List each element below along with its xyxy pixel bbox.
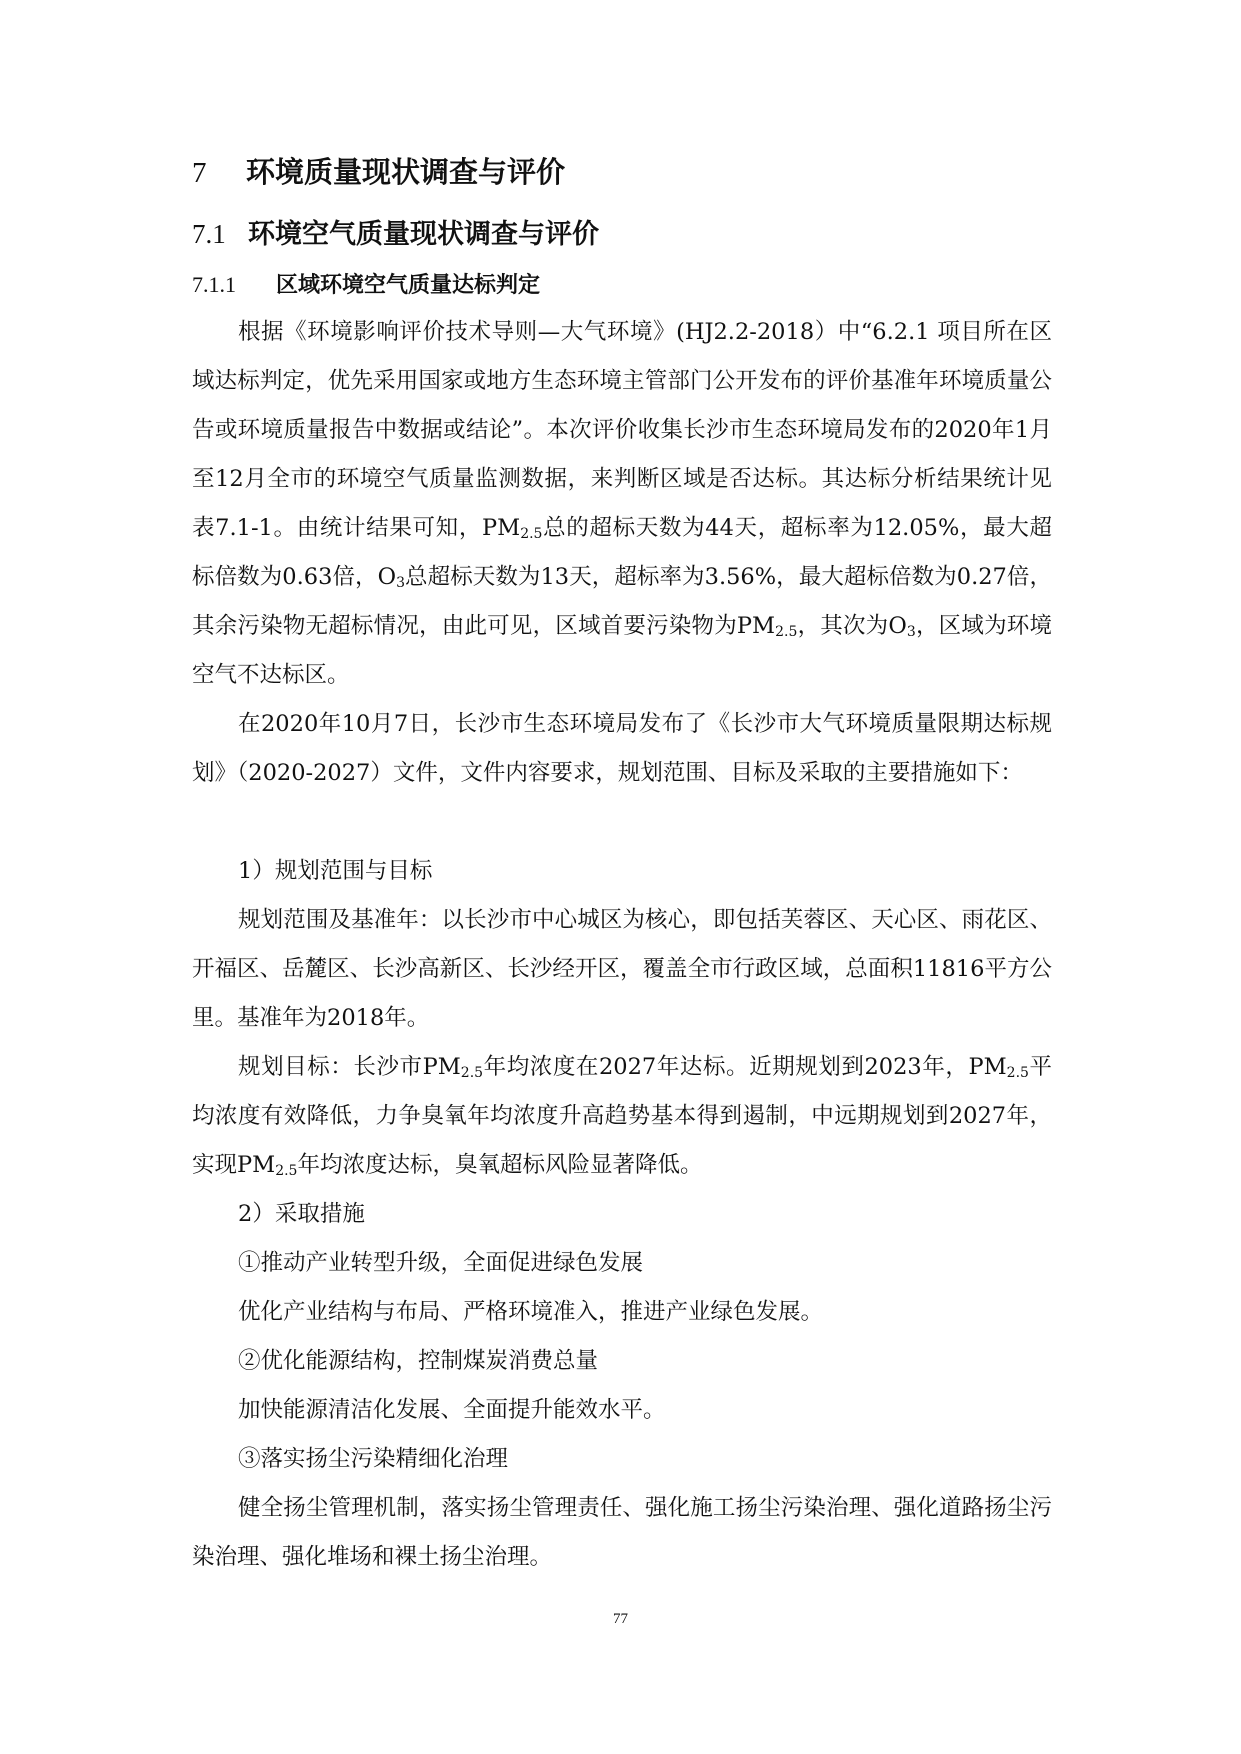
heading-chapter-title: 环境质量现状调查与评价 (246, 155, 566, 189)
list-item-scope-title: 1）规划范围与目标 (238, 858, 433, 884)
heading-section-title: 环境空气质量现状调查与评价 (248, 219, 599, 250)
heading-section (192, 212, 599, 251)
list-item-measures-title: 2）采取措施 (238, 1201, 365, 1227)
heading-subsection (192, 268, 540, 299)
heading-subsection-title: 区域环境空气质量达标判定 (276, 273, 541, 298)
measure-2-title: ②优化能源结构，控制煤炭消费总量 (238, 1348, 599, 1374)
measure-2-body: 加快能源清洁化发展、全面提升能效水平。 (238, 1397, 666, 1423)
paragraph-plan-targets: 规划目标：长沙市$PM_{2.5}$年均浓度在2027年达标。近期规划到2023年，$PM_{2.5}$平均浓度有效降低，力争臭氧年均浓度升高趋势基本得到遏制，中远期规划到2027年，实现$PM_{2.5}$年均浓度达标，臭氧超标风险显著降低。 (192, 1054, 1052, 1179)
measure-1-body: 优化产业结构与布局、严格环境准入，推进产业绿色发展。 (238, 1299, 824, 1325)
paragraph-attainment-assessment: 根据《环境影响评价技术导则—大气环境》(HJ2.2-2018）中“6.2.1 项目所在区域达标判定，优先采用国家或地方生态环境主管部门公开发布的评价基准年环境质量公告或环境质量报告中数据或结论”。本次评价收集长沙市生态环境局发布的2020年1月至12月全市的环境空气质量监测数据，来判断区域是否达标。其达标分析结果统计见表7.1-1。由统计结果可知，$PM_{2.5}$总的超标天数为44天，超标率为12.05%，最大超标倍数为0.63倍，$O_3$总超标天数为13天，超标率为3.56%，最大超标倍数为0.27倍，其余污染物无超标情况，由此可见，区域首要污染物为$PM_{2.5}$，其次为$O_3$，区域为环境空气不达标区。 (192, 319, 1052, 688)
measure-1-title: ①推动产业转型升级，全面促进绿色发展 (238, 1250, 644, 1276)
heading-section-number: 7.1 (192, 219, 226, 249)
heading-chapter (192, 150, 565, 191)
heading-subsection-number: 7.1.1 (192, 272, 236, 297)
paragraph-plan-scope: 规划范围及基准年：以长沙市中心城区为核心，即包括芙蓉区、天心区、雨花区、开福区、岳麓区、长沙高新区、长沙经开区，覆盖全市行政区域，总面积11816平方公里。基准年为2018年。 (192, 907, 1052, 1031)
page-number: 77 (613, 1611, 628, 1627)
heading-chapter-number: 7 (192, 157, 207, 189)
measure-3-body: 健全扬尘管理机制，落实扬尘管理责任、强化施工扬尘污染治理、强化道路扬尘污染治理、强化堆场和裸土扬尘治理。 (192, 1495, 1052, 1570)
measure-3-title: ③落实扬尘污染精细化治理 (238, 1446, 509, 1472)
paragraph-plan-intro: 在2020年10月7日，长沙市生态环境局发布了《长沙市大气环境质量限期达标规划》（2020-2027）文件，文件内容要求，规划范围、目标及采取的主要措施如下： (192, 711, 1052, 786)
